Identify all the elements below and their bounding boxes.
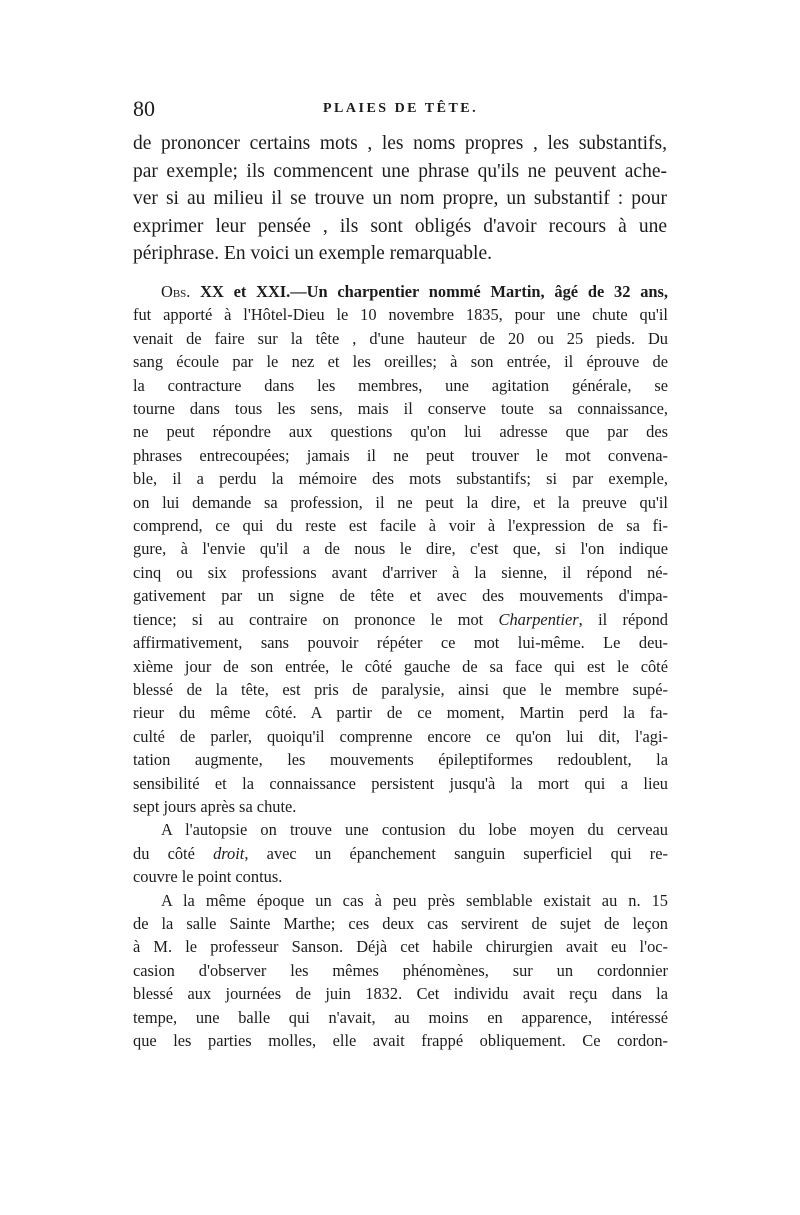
text-line: culté de parler, quoiqu'il comprenne encore ce qu'on lui dit, l'agi- [133, 726, 668, 746]
text-line: phrases entrecoupées; jamais il ne peut trouver le mot convena- [133, 445, 668, 465]
text-line: de prononcer certains mots , les noms propres , les substantifs, [133, 133, 667, 154]
text-line: ble, il a perdu la mémoire des mots substantifs; si par exemple, [133, 469, 668, 489]
text-line: à M. le professeur Sanson. Déjà cet habile chirurgien avait eu l'oc- [133, 937, 668, 957]
text-line: sang écoule par le nez et les oreilles; à son entrée, il éprouve de [133, 352, 668, 372]
text-line: venait de faire sur la tête , d'une hauteur de 20 ou 25 pieds. Du [133, 328, 668, 348]
text-line: blessé aux journées de juin 1832. Cet individu avait reçu dans la [133, 984, 668, 1004]
autopsy-line: couvre le point contus. [133, 867, 283, 887]
running-title: PLAIES DE TÊTE. [323, 101, 479, 116]
text-line: par exemple; ils commencent une phrase qu'ils ne peuvent ache- [133, 160, 667, 182]
observation-heading-line [133, 280, 668, 303]
text-line: périphrase. En voici un exemple remarquable. [133, 243, 492, 265]
autopsy-line: A l'autopsie on trouve une contusion du lobe moyen du cerveau [161, 820, 668, 840]
text-line: la contracture dans les membres, une agitation générale, se [133, 375, 668, 395]
text-line: sensibilité et la connaissance persistent jusqu'à la mort qui a lieu [133, 773, 668, 793]
text-line: rieur du même côté. A partir de ce moment, Martin perd la fa- [133, 703, 668, 723]
observation-first-line: —Un charpentier nommé Martin, âgé de 32 ans, [290, 282, 668, 301]
italic-word: droit [213, 843, 245, 863]
text-line: que les parties molles, elle avait frappé obliquement. Ce cordon- [133, 1031, 668, 1050]
page-header [133, 96, 673, 126]
text-segment: tience; si au contraire on prononce le mot [133, 609, 499, 629]
page-number: 80 [133, 96, 155, 121]
autopsy-line-with-italic [133, 842, 668, 865]
intro-paragraph [133, 130, 667, 268]
text-line: casion d'observer les mêmes phénomènes, sur un cordonnier [133, 960, 668, 980]
text-segment: , il répond [578, 609, 668, 629]
text-line: A la même époque un cas à peu près semblable existait au n. 15 [161, 890, 668, 910]
observation-block [133, 280, 668, 1052]
text-line: ne peut répondre aux questions qu'on lui adresse que par des [133, 422, 668, 442]
text-line: gativement par un signe de tête et avec des mouvements d'impa- [133, 586, 668, 606]
text-line: xième jour de son entrée, le côté gauche de sa face qui est le côté [133, 656, 668, 676]
text-line: tempe, une balle qui n'avait, au moins en apparence, intéressé [133, 1007, 668, 1027]
text-line: exprimer leur pensée , ils sont obligés d'avoir recours à une [133, 215, 667, 237]
observation-label: Obs. [161, 282, 191, 301]
text-line: gure, à l'envie qu'il a de nous le dire, c'est que, si l'on indique [133, 539, 668, 559]
text-line-with-italic [133, 608, 668, 631]
text-line: sept jours après sa chute. [133, 796, 297, 816]
text-line: de la salle Sainte Marthe; ces deux cas servirent de sujet de leçon [133, 913, 668, 933]
text-line: ver si au milieu il se trouve un nom propre, un substantif : pour [133, 188, 667, 210]
text-line: affirmativement, sans pouvoir répéter ce mot lui-même. Le deu- [133, 633, 668, 653]
text-segment: du côté [133, 843, 214, 863]
text-line: blessé de la tête, est pris de paralysie, ainsi que le membre supé- [133, 679, 668, 699]
text-line: tation augmente, les mouvements épileptiformes redoublent, la [133, 750, 668, 770]
text-segment: , avec un épanchement sanguin superficiel qui re- [244, 843, 669, 863]
observation-numbers: XX et XXI. [200, 282, 291, 301]
text-line: cinq ou six professions avant d'arriver à la sienne, il répond né- [133, 562, 668, 582]
text-line: tourne dans tous les sens, mais il conserve toute sa connaissance, [133, 399, 668, 419]
italic-word: Charpentier [498, 609, 579, 629]
text-line: comprend, ce qui du reste est facile à voir à l'expression de sa fi- [133, 516, 668, 536]
text-line: fut apporté à l'Hôtel-Dieu le 10 novembre 1835, pour une chute qu'il [133, 305, 668, 325]
text-line: on lui demande sa profession, il ne peut la dire, et la preuve qu'il [133, 492, 668, 512]
